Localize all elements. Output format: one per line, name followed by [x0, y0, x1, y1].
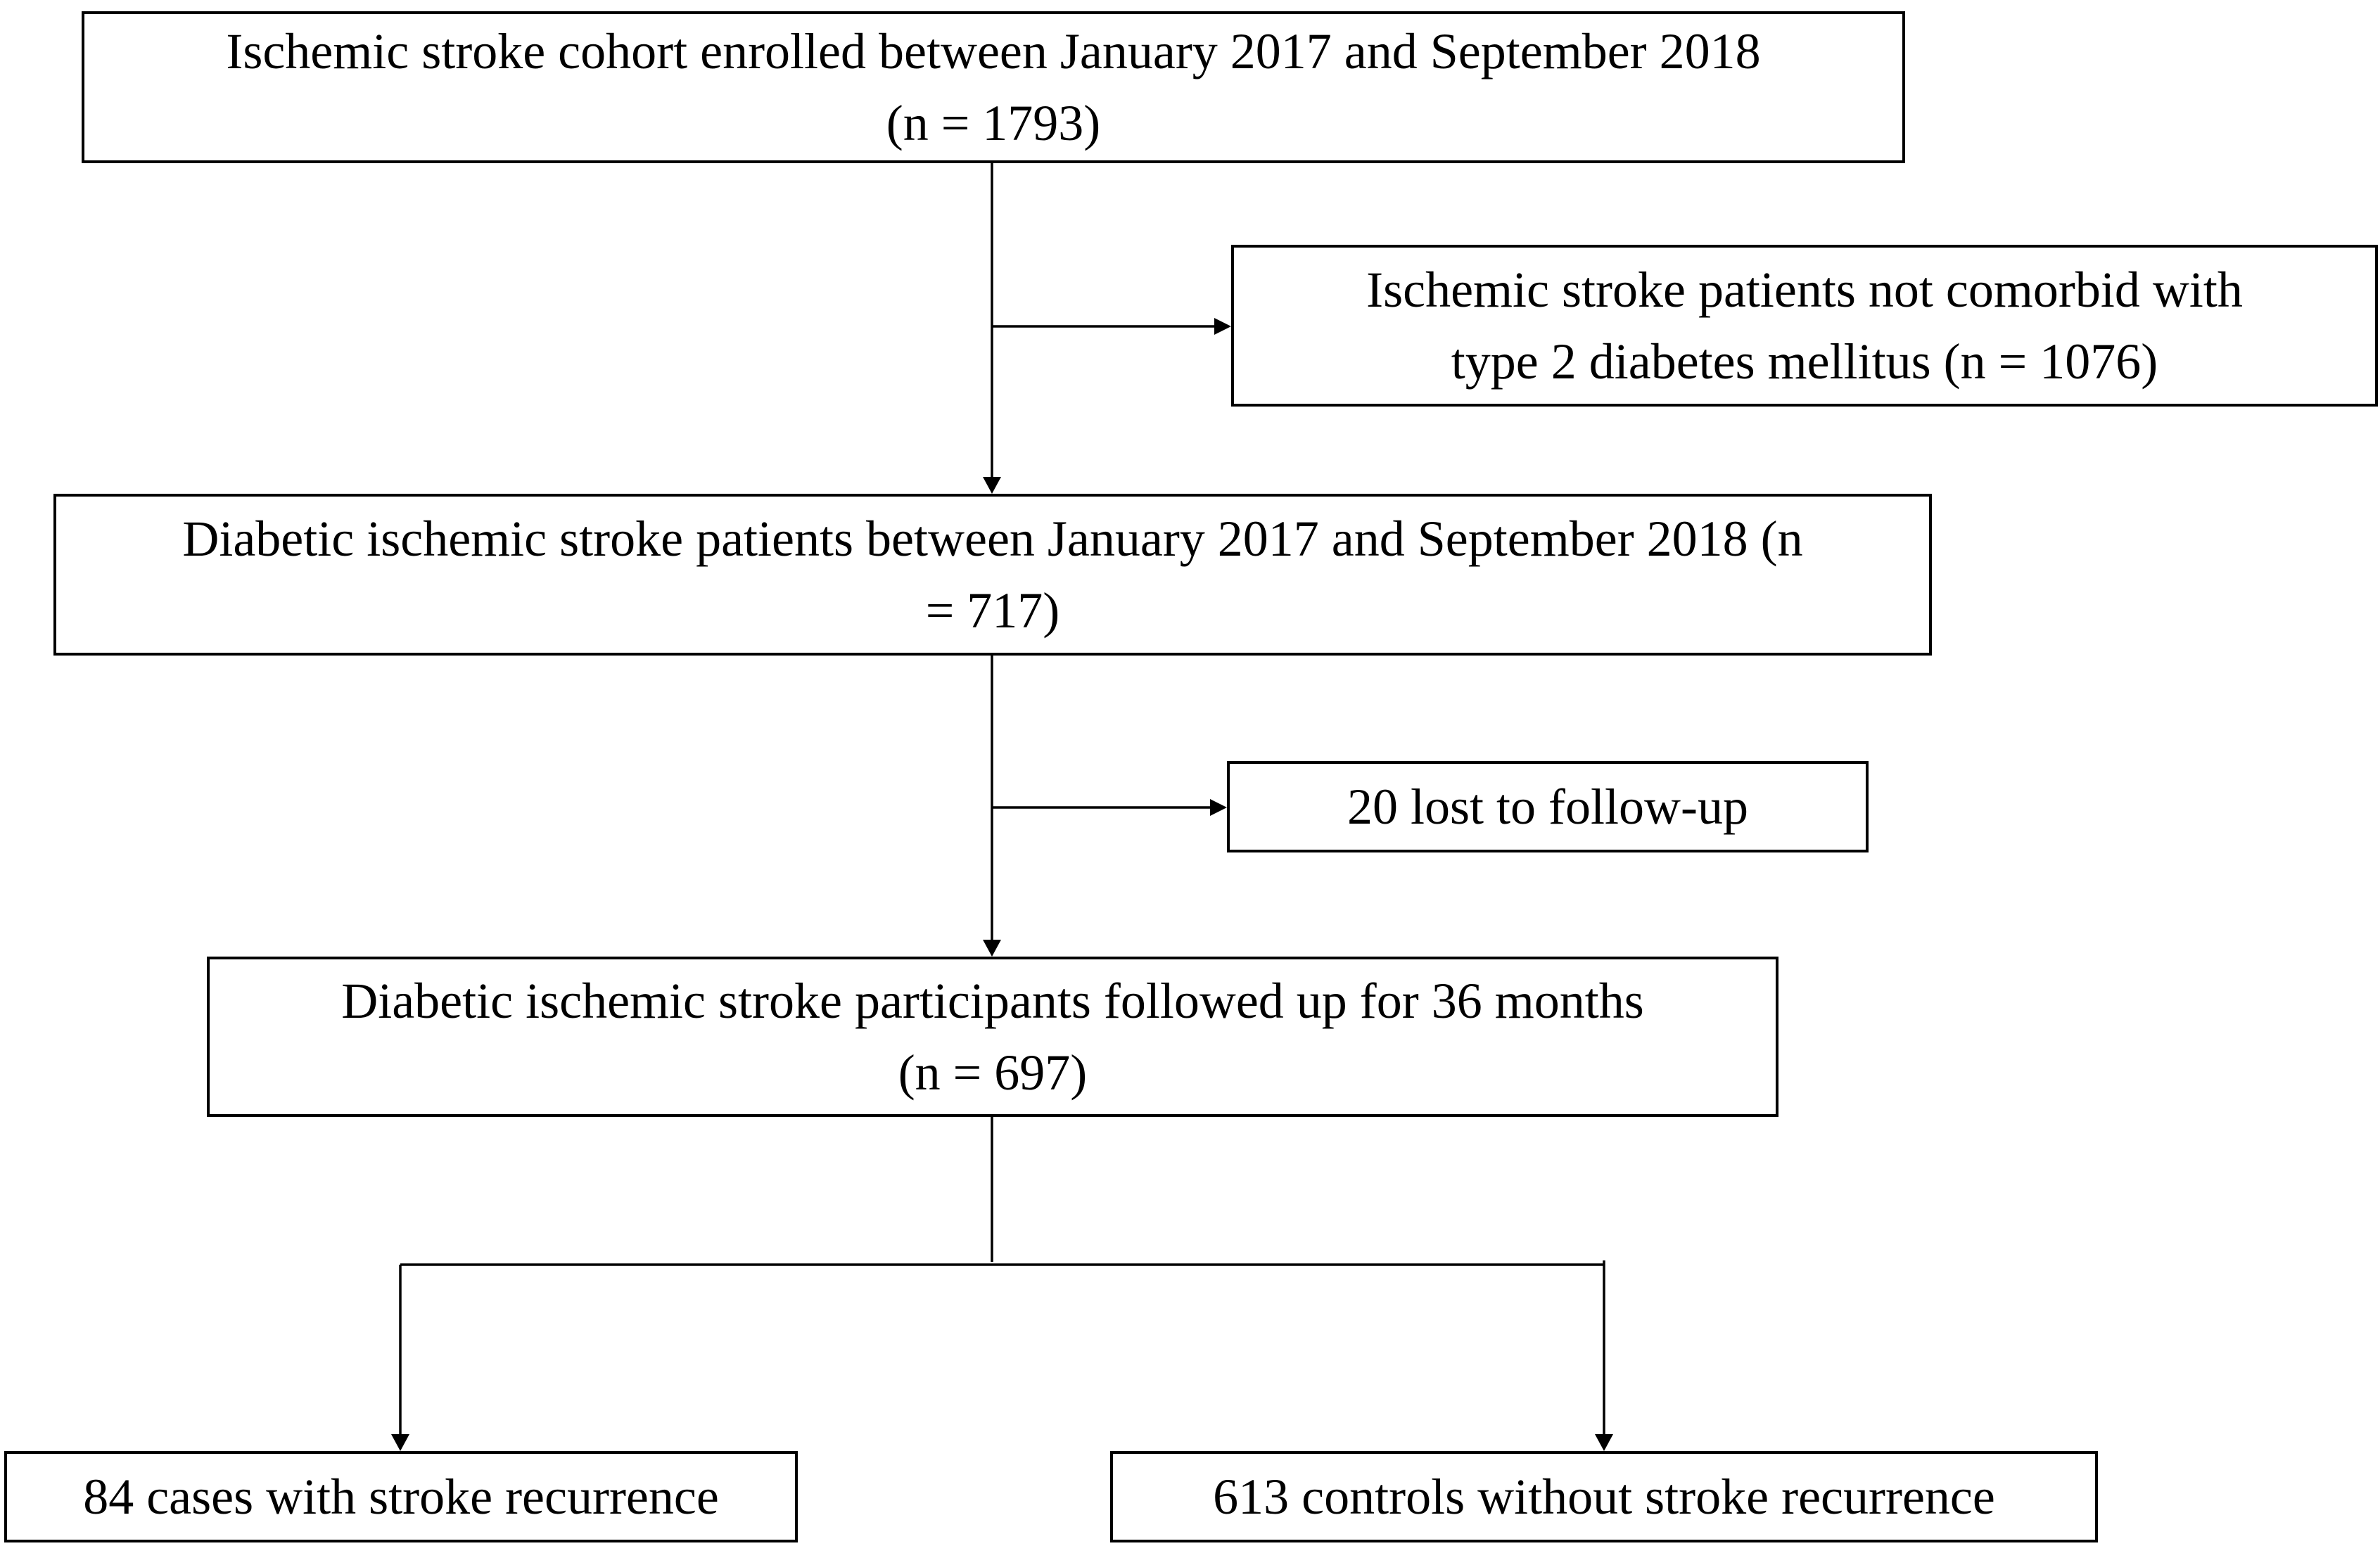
lost-text: 20 lost to follow-up: [1347, 778, 1748, 835]
lost-box: [1227, 761, 1869, 852]
excluded-box: [1231, 245, 2378, 407]
cohort-text: Ischemic stroke cohort enrolled between January 2017 and September 2018 (n = 1793): [226, 23, 1761, 151]
cohort-box: [82, 11, 1905, 163]
followed-text: Diabetic ischemic stroke participants followed up for 36 months (n = 697): [341, 972, 1644, 1101]
cases-box: [4, 1451, 798, 1542]
arrowhead-diabetic: [983, 477, 1001, 494]
diabetic-text: Diabetic ischemic stroke patients between January 2017 and September 2018 (n = 717): [182, 510, 1803, 639]
arrowhead-followed: [983, 940, 1001, 957]
followed-box: [207, 957, 1778, 1117]
cases-text: 84 cases with stroke recurrence: [83, 1468, 719, 1525]
diabetic-box: [53, 494, 1932, 656]
arrowhead-controls: [1595, 1434, 1613, 1451]
controls-text: 613 controls without stroke recurrence: [1213, 1468, 1995, 1525]
arrowhead-lost: [1210, 799, 1227, 816]
controls-box: [1110, 1451, 2098, 1542]
excluded-text: Ischemic stroke patients not comorbid with type 2 diabetes mellitus (n = 1076): [1366, 261, 2243, 390]
arrowhead-cases: [391, 1434, 409, 1451]
arrowhead-excluded: [1214, 318, 1231, 335]
